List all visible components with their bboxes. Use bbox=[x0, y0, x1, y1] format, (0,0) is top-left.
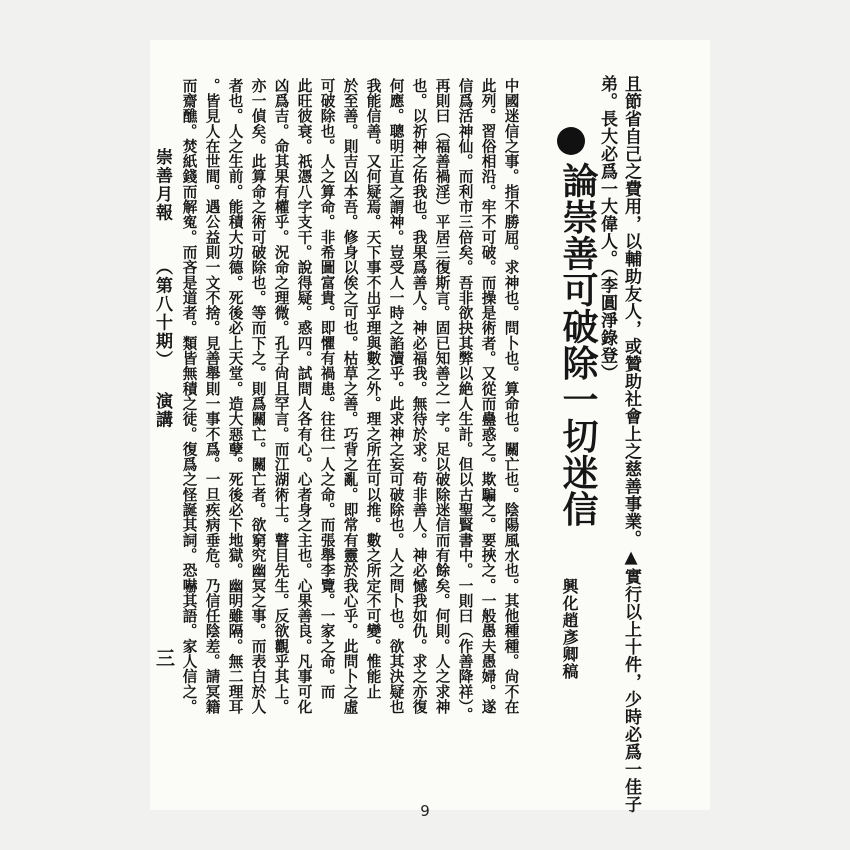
pdf-page-number: 9 bbox=[420, 802, 430, 820]
body-column: 我能信善。又何疑焉。天下事不出乎理與數之外。理之所在可以推。數之所定不可變。惟能止 bbox=[364, 78, 382, 700]
journal-page-number: 三 bbox=[153, 648, 175, 667]
body-column: 此列。習俗相沿。牢不可破。而操是術者。又從而蠱惑之。欺騙之。要挾之。一般愚夫愚婦。遂 bbox=[479, 78, 497, 715]
body-column: 何應。聰明正直之謂神。豈受人一時之諂瀆乎。此求神之妄可破除也。人之問卜也。欲其決疑也 bbox=[387, 78, 405, 715]
body-column: 者也。人之生前。能積大功德。死後必上天堂。造大惡孽。死後必下地獄。幽明雖隔。無二理耳 bbox=[226, 78, 244, 715]
body-column: 而齋醮。焚紙錢而解寃。而吝是道者。類皆無積之徒。復爲之怪誕其詞。恐嚇其語。家人信之。 bbox=[180, 78, 198, 715]
body-column: 於至善。則吉凶本吾。修身以俟之可也。枯草之善。巧背之亂。即常有靈於我心乎。此問卜之虛 bbox=[341, 78, 359, 715]
article-author: 興化趙彥卿稿 bbox=[560, 578, 579, 680]
body-column: 再則曰（福善禍淫）平居三復斯言。固已知善之一字。足以破除迷信而有餘矣。何則。人之求神 bbox=[433, 78, 451, 715]
section-label: 演講 bbox=[152, 392, 172, 429]
body-column: 也。以祈神之佑我也。我果爲善人。神必福我。無待於求。苟非善人。神必憾我如仇。求之亦復 bbox=[410, 78, 428, 715]
header-line-2: 弟。長大必爲一大偉人。（李圓淨錄登） bbox=[597, 75, 617, 382]
body-column: 可破除也。人之算命。非希圖富貴。即懼有禍患。往往一人之命。而張舉李覽。一家之命。而 bbox=[318, 78, 336, 700]
header-line-1: 且節省自己之費用，以輔助友人，或贊助社會上之慈善事業。▲實行以上十件，少時必爲一佳子 bbox=[621, 75, 641, 813]
issue-number: （第八十期） bbox=[152, 258, 172, 369]
body-column: 中國迷信之事。指不勝屈。求神也。問卜也。算命也。關亡也。陰陽風水也。其他種種。尙不在 bbox=[502, 78, 520, 715]
journal-name: 崇善月報 bbox=[152, 148, 172, 222]
body-column: 凶爲吉。命其果有權乎。況命之理微。孔子尙且罕言。而江湖術士。瞽目先生。反欲觀乎其上。 bbox=[272, 78, 290, 715]
title-bullet-icon bbox=[557, 127, 585, 155]
body-column: 亦一偵矣。此算命之術可破除也。等而下之。則爲關亡。關亡者。欲窮究幽冥之事。而表白於人 bbox=[249, 78, 267, 715]
body-column: 此旺彼衰。祇憑八字支干。說得疑。惑四。試問人各有心。心者身之主也。心果善良。凡事可化 bbox=[295, 78, 313, 715]
body-column: 。皆見人在世間。遇公益則一文不捨。見善舉則一事不爲。一旦疾病垂危。乃信任陰差。請冥籍 bbox=[203, 78, 221, 715]
article-title: 論崇善可破除一切迷信 bbox=[557, 162, 599, 527]
body-column: 信爲活神仙。而利市三倍矣。吾非欲抉其弊以絶人生計。但以古聖賢書中。一則曰（作善降祥）。 bbox=[456, 78, 474, 723]
